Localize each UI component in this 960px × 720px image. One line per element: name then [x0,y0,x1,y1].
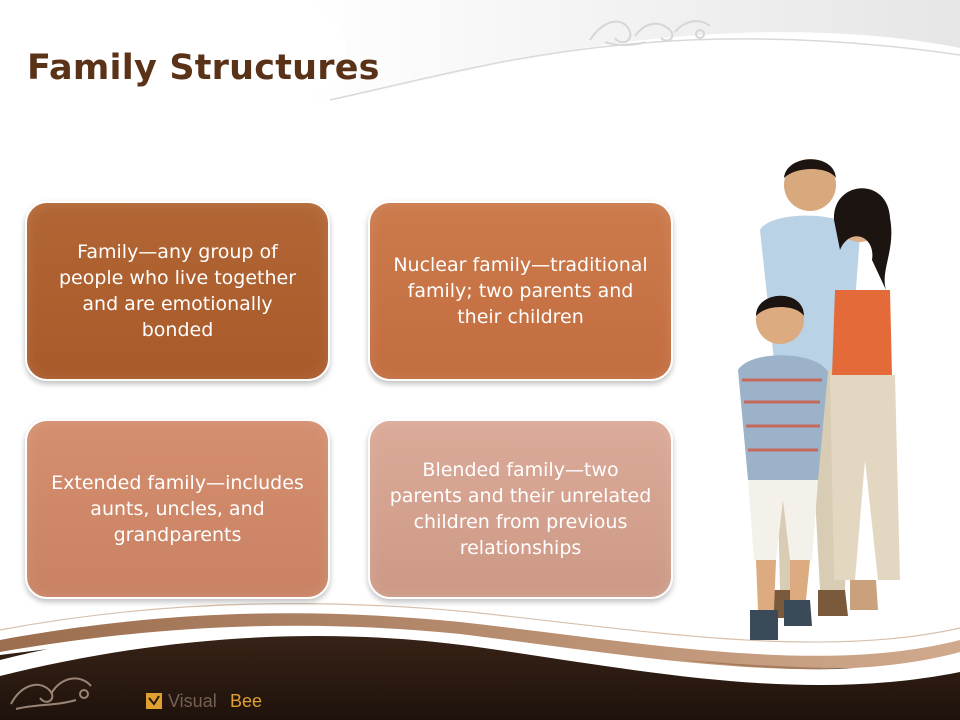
card-text: Nuclear family—traditional family; two parents and their children [393,254,648,328]
blended-family-card[interactable] [368,419,673,599]
nuclear-family-card[interactable] [368,201,673,381]
svg-text:Visual: Visual [168,691,217,711]
card-text: Extended family—includes aunts, uncles, and grandparents [51,472,304,546]
family-definition-card[interactable] [25,201,330,381]
family-photo [700,140,930,660]
card-text: Family—any group of people who live together and are emotionally bonded [58,241,297,341]
slide-title: Family Structures [27,48,380,88]
card-text: Blended family—two parents and their unrelated children from previous relationships [389,459,652,559]
visualbee-logo-icon [146,693,162,709]
extended-family-card[interactable] [25,419,330,599]
svg-text:Bee: Bee [230,691,263,711]
visualbee-logo [146,690,286,712]
bottom-flourish-ornament [6,664,106,714]
top-flourish-ornament [585,12,725,52]
